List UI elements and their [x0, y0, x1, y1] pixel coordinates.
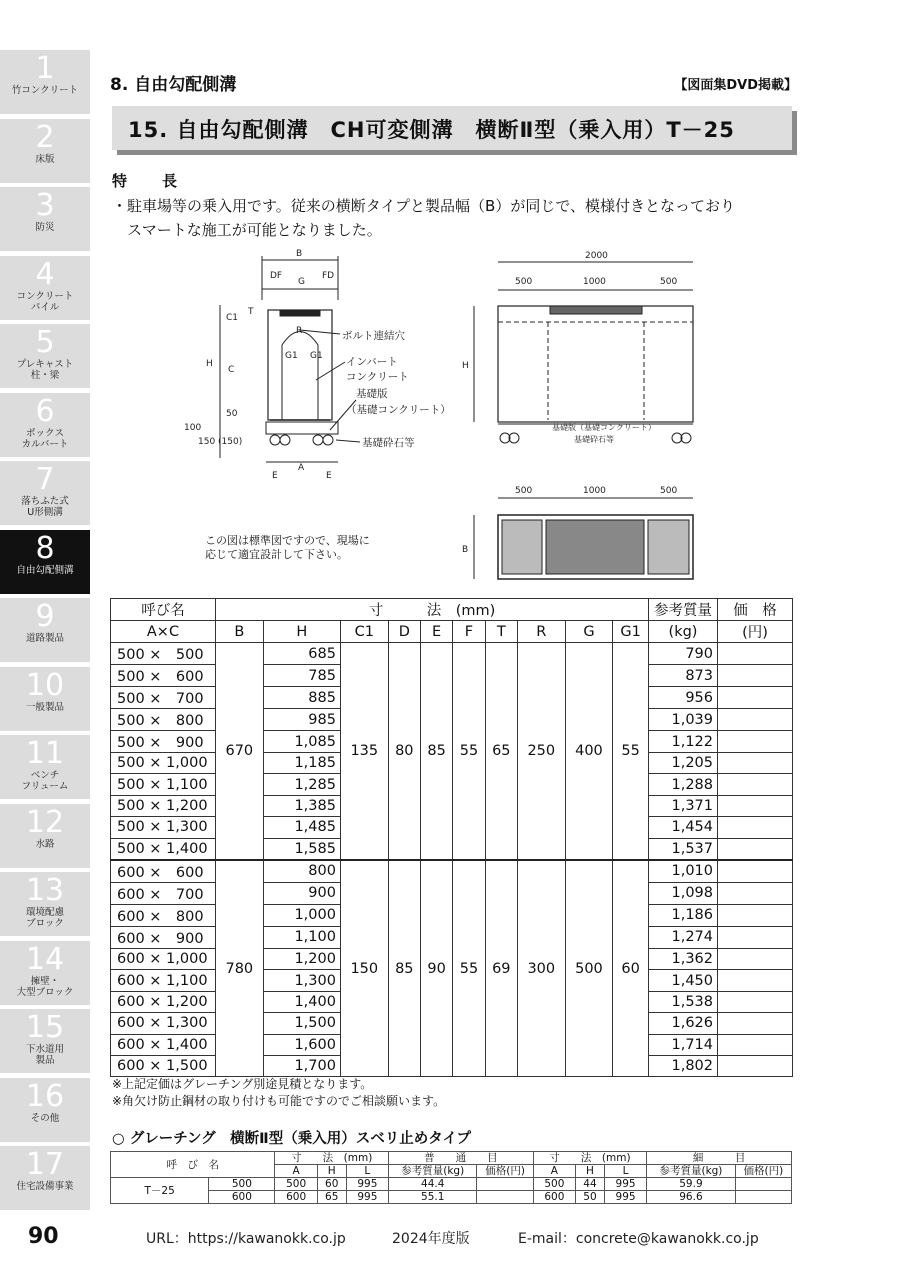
section-title: 8. 自由勾配側溝 [110, 75, 237, 95]
grating-table [110, 1151, 792, 1204]
table-cell: 600 × 1,000 [111, 948, 216, 969]
table-cell: 500 × 600 [111, 665, 216, 687]
table-cell: 400 [565, 643, 613, 860]
label-base: （基礎コンクリート） [346, 404, 451, 416]
side-tab-13[interactable] [0, 872, 90, 936]
table-cell: 1,010 [649, 860, 718, 883]
side-tab-label: 水路 [35, 838, 55, 850]
dim-c1: C1 [226, 313, 239, 323]
price-cell [718, 970, 793, 991]
side-tab-label: 擁壁・ 大型ブロック [16, 975, 74, 998]
grating-cell: 55.1 [389, 1191, 477, 1204]
dim-h-side: H [462, 361, 469, 371]
table-cell: 600 × 600 [111, 860, 216, 883]
col-header-g: G [565, 621, 613, 643]
grating-col-header: 価格(円) [477, 1165, 533, 1178]
price-cell [718, 817, 793, 838]
page-title: 15. 自由勾配側溝 CH可変側溝 横断Ⅱ型（乗入用）T－25 [128, 118, 735, 142]
grating-cell: 995 [346, 1191, 388, 1204]
grating-cell: 500 [533, 1178, 575, 1191]
grating-h-dim: 寸 法 (mm) [275, 1152, 389, 1165]
col-header-e: E [420, 621, 452, 643]
side-tab-number: 17 [25, 1147, 65, 1182]
price-cell [718, 731, 793, 753]
side-tab-number: 1 [35, 51, 55, 86]
table-cell: 1,714 [649, 1034, 718, 1055]
price-cell [718, 753, 793, 774]
label-invert: インバート [346, 356, 398, 368]
grating-col-header: H [317, 1165, 346, 1178]
price-cell [718, 926, 793, 948]
footnote: ※角欠け防止鋼材の取り付けも可能ですのでご相談願います。 [112, 1094, 446, 1108]
col-header-price-unit: (円) [718, 621, 793, 643]
page-number: 90 [28, 1224, 59, 1249]
table-cell: 685 [263, 643, 340, 665]
drawing-note [205, 534, 370, 562]
col-header-f: F [453, 621, 485, 643]
table-cell: 250 [517, 643, 565, 860]
table-cell: 785 [263, 665, 340, 687]
side-tab-number: 15 [25, 1010, 65, 1045]
table-cell: 500 × 700 [111, 687, 216, 709]
side-tab-number: 2 [35, 119, 55, 155]
table-cell: 500 × 1,400 [111, 838, 216, 860]
price-cell [718, 687, 793, 709]
table-cell: 55 [613, 643, 649, 860]
side-tab-label: プレキャスト 柱・梁 [16, 359, 74, 381]
dim-h: H [206, 359, 213, 369]
grating-cell: 50 [576, 1191, 605, 1204]
side-tab-label: 下水道用 製品 [25, 1044, 64, 1066]
table-cell: 1,100 [263, 926, 340, 948]
table-cell: 1,039 [649, 709, 718, 731]
label-invert: コンクリート [346, 371, 409, 383]
grating-h-dim2: 寸 法 (mm) [533, 1152, 647, 1165]
dim-c: C [228, 365, 235, 375]
grating-cell: 995 [346, 1178, 388, 1191]
label-gravel-side: 基礎砕石等 [574, 435, 614, 444]
grating-col-header: 参考質量(kg) [389, 1165, 477, 1178]
table-cell: 1,098 [649, 882, 718, 904]
plan-view-drawing [462, 486, 693, 579]
table-cell: 1,285 [263, 774, 340, 795]
footnote: ※上記定価はグレーチング別途見積となります。 [112, 1077, 373, 1091]
table-cell: 1,585 [263, 838, 340, 860]
side-tab-label: 道路製品 [25, 633, 64, 644]
grating-cell [735, 1191, 791, 1204]
footer-email[interactable]: E-mail：concrete@kawanokk.co.jp [518, 1231, 759, 1247]
col-header-d: D [388, 621, 420, 643]
dim-150: 150 (150) [198, 437, 243, 447]
grating-name: T－25 [111, 1178, 209, 1204]
dim-a: A [298, 463, 305, 473]
grating-cell [477, 1191, 533, 1204]
col-header-dims: 寸 法 (mm) [216, 599, 649, 621]
dim-e: E [326, 471, 332, 481]
price-cell [718, 1055, 793, 1076]
footer-edition: 2024年度版 [392, 1231, 470, 1247]
grating-col-header: A [275, 1165, 317, 1178]
table-cell: 1,385 [263, 795, 340, 816]
side-tab-label: コンクリート パイル [16, 290, 74, 313]
table-cell: 69 [485, 860, 517, 1077]
table-cell: 55 [453, 860, 485, 1077]
table-cell: 85 [388, 860, 420, 1077]
price-cell [718, 860, 793, 883]
side-tab-9[interactable] [0, 598, 90, 662]
dim-1000: 1000 [583, 277, 606, 287]
table-cell: 1,700 [263, 1055, 340, 1076]
dim-t: T [248, 307, 254, 317]
table-row [111, 643, 793, 665]
table-cell: 1,185 [263, 753, 340, 774]
table-cell: 85 [420, 643, 452, 860]
side-elevation-drawing [462, 251, 693, 444]
table-cell: 500 × 500 [111, 643, 216, 665]
grating-h-fine: 細 目 [647, 1152, 792, 1165]
table-cell: 500 [565, 860, 613, 1077]
table-cell: 600 × 1,400 [111, 1034, 216, 1055]
features-line: ・駐車場等の乗入用です。従来の横断タイプと製品幅（B）が同じで、模様付きとなっており [112, 197, 736, 215]
table-cell: 1,371 [649, 795, 718, 816]
side-tab-number: 6 [35, 393, 55, 429]
side-tab-number: 9 [35, 599, 55, 634]
grating-cell: 96.6 [647, 1191, 735, 1204]
grating-cell: 995 [604, 1178, 646, 1191]
footer-url[interactable]: URL：https://kawanokk.co.jp [146, 1231, 346, 1247]
side-tab-17[interactable] [0, 1146, 90, 1210]
table-cell: 150 [340, 860, 388, 1077]
table-cell: 55 [453, 643, 485, 860]
table-cell: 500 × 1,200 [111, 795, 216, 816]
col-header-b: B [216, 621, 264, 643]
table-cell: 1,288 [649, 774, 718, 795]
table-cell: 600 × 800 [111, 904, 216, 926]
side-tab-number: 4 [35, 256, 55, 292]
col-header-price: 価 格 [718, 599, 793, 621]
dvd-label: 【図面集DVD掲載】 [674, 78, 797, 93]
table-cell: 1,362 [649, 948, 718, 969]
grating-cell: 44 [576, 1178, 605, 1191]
price-cell [718, 948, 793, 969]
side-tab-16[interactable] [0, 1078, 90, 1142]
price-cell [718, 838, 793, 860]
dim-1000: 1000 [583, 486, 606, 496]
table-cell: 1,122 [649, 731, 718, 753]
dim-100: 100 [184, 423, 202, 433]
table-cell: 600 × 1,300 [111, 1013, 216, 1034]
table-cell: 1,205 [649, 753, 718, 774]
table-cell: 985 [263, 709, 340, 731]
grating-col-header: L [604, 1165, 646, 1178]
table-cell: 956 [649, 687, 718, 709]
table-cell: 790 [649, 643, 718, 665]
col-header-name: 呼び名 [111, 599, 216, 621]
side-tab-label: 落ちふた式 U形側溝 [21, 496, 69, 518]
features-heading: 特 長 [112, 172, 188, 190]
dim-2000: 2000 [585, 251, 608, 261]
table-cell: 500 × 1,000 [111, 753, 216, 774]
table-cell: 780 [216, 860, 264, 1077]
side-tab-label: 環境配慮 ブロック [25, 907, 64, 929]
col-header-name2: A×C [111, 621, 216, 643]
dim-b: B [296, 249, 303, 259]
table-cell: 65 [485, 643, 517, 860]
table-cell: 1,274 [649, 926, 718, 948]
table-cell: 900 [263, 882, 340, 904]
price-cell [718, 774, 793, 795]
side-tab-15[interactable] [0, 1009, 90, 1073]
side-tab-12[interactable] [0, 804, 90, 868]
table-cell: 1,485 [263, 817, 340, 838]
table-cell: 500 × 1,300 [111, 817, 216, 838]
grating-cell: 500 [209, 1178, 275, 1191]
grating-h-name: 呼 び 名 [111, 1152, 275, 1178]
note-line: この図は標準図ですので、現場に [205, 534, 370, 547]
dim-fd: FD [322, 271, 335, 281]
grating-cell: 600 [209, 1191, 275, 1204]
label-gravel: 基礎砕石等 [362, 437, 415, 449]
dim-500: 500 [515, 277, 533, 287]
grating-cell: 995 [604, 1191, 646, 1204]
grating-col-header: 参考質量(kg) [647, 1165, 735, 1178]
table-cell: 1,500 [263, 1013, 340, 1034]
side-tab-number: 7 [35, 462, 55, 497]
side-tab-number: 16 [25, 1078, 65, 1114]
dim-500: 500 [660, 486, 678, 496]
table-cell: 600 × 1,200 [111, 991, 216, 1012]
side-tab-label: ベンチ フリューム [21, 770, 69, 792]
grating-cell: 600 [275, 1191, 317, 1204]
grating-title: ○ グレーチング 横断Ⅱ型（乗入用）スベリ止めタイプ [112, 1131, 472, 1147]
footnotes [112, 1076, 445, 1110]
table-cell: 1,626 [649, 1013, 718, 1034]
dim-50: 50 [226, 409, 238, 419]
price-cell [718, 1034, 793, 1055]
table-cell: 1,400 [263, 991, 340, 1012]
label-base: 基礎版 [356, 388, 388, 400]
cross-section-drawing [184, 249, 451, 481]
table-cell: 1,454 [649, 817, 718, 838]
table-cell: 1,538 [649, 991, 718, 1012]
spec-table [110, 598, 793, 1077]
price-cell [718, 665, 793, 687]
table-cell: 873 [649, 665, 718, 687]
price-cell [718, 709, 793, 731]
dim-g1: G1 [310, 351, 323, 361]
dim-g: G [298, 277, 305, 287]
side-tab-number: 12 [25, 804, 65, 840]
grating-col-header: H [576, 1165, 605, 1178]
table-row [111, 860, 793, 883]
table-cell: 1,000 [263, 904, 340, 926]
table-cell: 1,186 [649, 904, 718, 926]
note-line: 応じて適宜設計して下さい。 [205, 548, 348, 561]
table-cell: 600 × 1,500 [111, 1055, 216, 1076]
dim-e: E [272, 471, 278, 481]
col-header-c1: C1 [340, 621, 388, 643]
side-tab-label: 竹コンクリート [11, 85, 79, 96]
dim-g1: G1 [285, 351, 298, 361]
col-header-weight: 参考質量 [649, 599, 718, 621]
grating-cell: 65 [317, 1191, 346, 1204]
table-cell: 1,537 [649, 838, 718, 860]
price-cell [718, 882, 793, 904]
table-cell: 600 × 700 [111, 882, 216, 904]
table-cell: 600 × 900 [111, 926, 216, 948]
side-tab-label: 自由勾配側溝 [16, 564, 74, 576]
table-cell: 60 [613, 860, 649, 1077]
table-cell: 670 [216, 643, 264, 860]
grating-cell [477, 1178, 533, 1191]
table-cell: 1,200 [263, 948, 340, 969]
side-tab-label: ボックス カルバート [21, 427, 69, 450]
label-bolt-hole: ボルト連結穴 [342, 330, 405, 342]
col-header-r: R [517, 621, 565, 643]
table-cell: 1,085 [263, 731, 340, 753]
side-tab-label: その他 [30, 1112, 60, 1124]
table-cell: 80 [388, 643, 420, 860]
side-tab-number: 3 [35, 188, 55, 223]
table-cell: 500 × 800 [111, 709, 216, 731]
price-cell [718, 795, 793, 816]
table-cell: 90 [420, 860, 452, 1077]
table-cell: 300 [517, 860, 565, 1077]
side-tab-number: 13 [25, 873, 65, 908]
grating-cell: 44.4 [389, 1178, 477, 1191]
side-tab-number: 10 [25, 667, 65, 703]
grating-cell [735, 1178, 791, 1191]
table-cell: 1,300 [263, 970, 340, 991]
side-tab-label: 床版 [35, 153, 55, 165]
grating-col-header: L [346, 1165, 388, 1178]
table-cell: 1,802 [649, 1055, 718, 1076]
table-cell: 500 × 900 [111, 731, 216, 753]
grating-h-normal: 普 通 目 [389, 1152, 534, 1165]
dim-500: 500 [515, 486, 533, 496]
col-header-weight-unit: (kg) [649, 621, 718, 643]
features-line: スマートな施工が可能となりました。 [127, 221, 382, 239]
grating-cell: 60 [317, 1178, 346, 1191]
side-tab-number: 8 [35, 530, 55, 566]
table-cell: 885 [263, 687, 340, 709]
side-tab-number: 5 [35, 325, 55, 360]
col-header-t: T [485, 621, 517, 643]
technical-drawing [0, 0, 905, 600]
dim-b-plan: B [462, 545, 469, 555]
dim-r: R [296, 326, 303, 336]
dim-df: DF [270, 271, 283, 281]
table-cell: 600 × 1,100 [111, 970, 216, 991]
grating-cell: 600 [533, 1191, 575, 1204]
side-tab-number: 14 [25, 941, 65, 977]
dim-500: 500 [660, 277, 678, 287]
price-cell [718, 991, 793, 1012]
price-cell [718, 904, 793, 926]
price-cell [718, 1013, 793, 1034]
label-base-side: 基礎版（基礎コンクリート） [552, 423, 656, 432]
side-tab-10[interactable] [0, 667, 90, 731]
grating-cell: 500 [275, 1178, 317, 1191]
side-tab-number: 11 [25, 736, 65, 771]
side-tab-label: 防災 [35, 222, 55, 233]
table-cell: 800 [263, 860, 340, 883]
side-tab-label: 一般製品 [25, 701, 64, 713]
table-cell: 500 × 1,100 [111, 774, 216, 795]
grating-col-header: A [533, 1165, 575, 1178]
table-cell: 1,450 [649, 970, 718, 991]
col-header-g1: G1 [613, 621, 649, 643]
col-header-h: H [263, 621, 340, 643]
grating-col-header: 価格(円) [735, 1165, 791, 1178]
table-cell: 135 [340, 643, 388, 860]
side-tab-11[interactable] [0, 735, 90, 799]
table-cell: 1,600 [263, 1034, 340, 1055]
side-tab-14[interactable] [0, 941, 90, 1005]
price-cell [718, 643, 793, 665]
side-tab-label: 住宅設備事業 [16, 1181, 74, 1192]
grating-cell: 59.9 [647, 1178, 735, 1191]
